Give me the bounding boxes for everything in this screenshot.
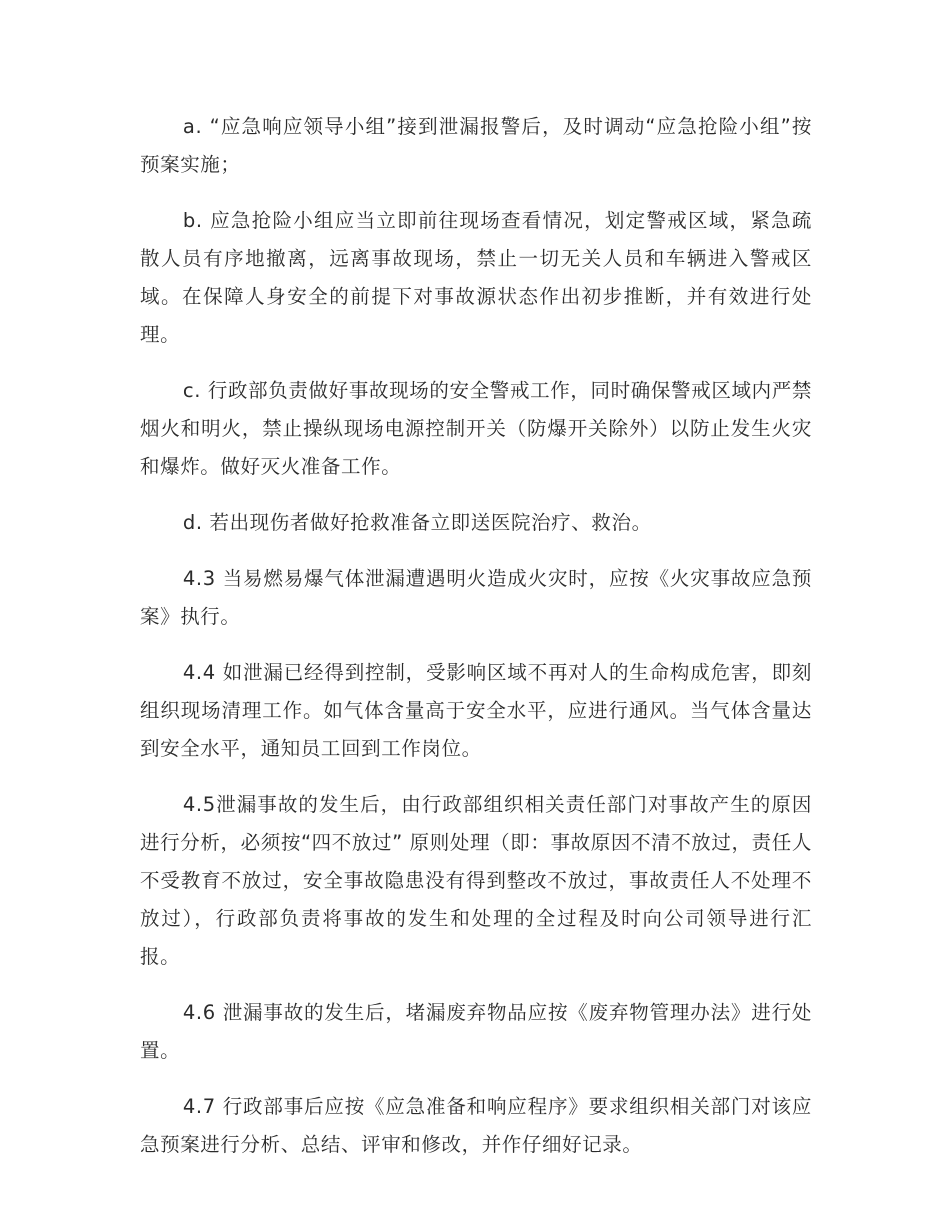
paragraph-4-5: 4.5泄漏事故的发生后，由行政部组织相关责任部门对事故产生的原因进行分析，必须按“四不放过” 原则处理（即：事故原因不清不放过，责任人不受教育不放过，安全事故隐患没有得到整改不放过，事故责任人不处理不放过），行政部负责将事故的发生和处理的全过程及时向公司领导进行汇报。 — [140, 793, 812, 968]
paragraph-4-7: 4.7 行政部事后应按《应急准备和响应程序》要求组织相关部门对该应急预案进行分析、总结、评审和修改，并作仔细好记录。 — [140, 1095, 812, 1156]
paragraph-c: c. 行政部负责做好事故现场的安全警戒工作，同时确保警戒区域内严禁烟火和明火，禁止操纵现场电源控制开关（防爆开关除外）以防止发生火灾和爆炸。做好灭火准备工作。 — [140, 379, 812, 478]
paragraph-a: a. “应急响应领导小组”接到泄漏报警后，及时调动“应急抢险小组”按预案实施； — [140, 115, 812, 176]
paragraph-4-4: 4.4 如泄漏已经得到控制，受影响区域不再对人的生命构成危害，即刻组织现场清理工作。如气体含量高于安全水平，应进行通风。当气体含量达到安全水平，通知员工回到工作岗位。 — [140, 661, 812, 760]
paragraph-b: b. 应急抢险小组应当立即前往现场查看情况，划定警戒区域，紧急疏散人员有序地撤离，远离事故现场，禁止一切无关人员和车辆进入警戒区域。在保障人身安全的前提下对事故源状态作出初步推断，并有效进行处理。 — [140, 209, 812, 346]
paragraph-4-3: 4.3 当易燃易爆气体泄漏遭遇明火造成火灾时，应按《火灾事故应急预案》执行。 — [140, 567, 812, 628]
paragraph-4-6: 4.6 泄漏事故的发生后，堵漏废弃物品应按《废弃物管理办法》进行处置。 — [140, 1001, 812, 1062]
paragraph-d: d. 若出现伤者做好抢救准备立即送医院治疗、救治。 — [182, 511, 652, 534]
document-body — [140, 108, 812, 1182]
